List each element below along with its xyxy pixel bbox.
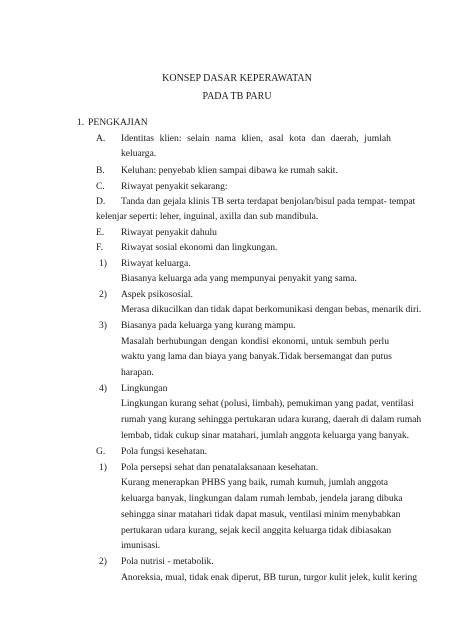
item-a-line-2: keluarga. (121, 148, 157, 159)
item-a-word: klien, (241, 133, 264, 144)
item-c-marker: C. (96, 181, 105, 192)
g-sub-1-body-line: pertukaran udara kurang, sejak kecil anggita keluarga tidak dibiasakan (121, 525, 392, 536)
g-sub-1-heading: Pola persepsi sehat dan penatalaksanaan kesehatan. (121, 462, 319, 473)
f-sub-3-body-line: waktu yang lama dan biaya yang banyak.Tidak bersemangat dan putus (121, 351, 392, 362)
item-a-marker: A. (96, 133, 106, 144)
item-a-word: Identitas (121, 133, 155, 144)
section-number: 1. (77, 117, 85, 128)
f-sub-3-number: 3) (99, 320, 107, 331)
section-heading: PENGKAJIAN (88, 117, 148, 128)
item-a-line-1 (121, 133, 391, 145)
doc-title-line-2: PADA TB PARU (202, 91, 272, 102)
doc-title-line-1: KONSEP DASAR KEPERAWATAN (162, 73, 312, 84)
item-f-text: Riwayat sosial ekonomi dan lingkungan. (121, 242, 278, 253)
f-sub-4-body-line: lembab, tidak cukup sinar matahari, jumlah anggota keluarga yang banyak. (121, 430, 410, 441)
item-b-marker: B. (96, 165, 105, 176)
item-b-text: Keluhan: penyebab klien sampai dibawa ke rumah sakit. (121, 165, 338, 176)
item-d-line-2: kelenjar seperti: leher, inguinal, axilla dan sub mandibula. (96, 211, 319, 222)
f-sub-2-body-line: Merasa dikucilkan dan tidak dapat berkomunikasi dengan bebas, menarik diri. (121, 304, 422, 315)
f-sub-4-number: 4) (99, 383, 107, 394)
f-sub-3-heading: Biasanya pada keluarga yang kurang mampu. (121, 320, 296, 331)
f-sub-1-body-line: Biasanya keluarga ada yang mempunyai penyakit yang sama. (121, 273, 357, 284)
item-a-word: nama (215, 133, 236, 144)
item-a-word: klien: (159, 133, 182, 144)
f-sub-1-number: 1) (99, 258, 107, 269)
item-a-word: daerah, (330, 133, 359, 144)
f-sub-4-body-line: Lingkungan kurang sehat (polusi, limbah), pemukiman yang padat, ventilasi (121, 398, 414, 409)
item-e-marker: E. (96, 227, 105, 238)
item-g-text: Pola fungsi kesehatan. (121, 446, 208, 457)
item-f-marker: F. (96, 242, 103, 253)
g-sub-1-body-line: keluarga banyak, lingkungan dalam rumah lembab, jendela jarang dibuka (121, 493, 403, 504)
item-a-word: kota (289, 133, 306, 144)
item-d-marker: D. (96, 196, 106, 207)
item-a-word: jumlah (364, 133, 391, 144)
f-sub-2-heading: Aspek psikososial. (121, 289, 193, 300)
f-sub-2-number: 2) (99, 289, 107, 300)
item-a-word: selain (187, 133, 210, 144)
item-c-text: Riwayat penyakit sekarang: (121, 181, 228, 192)
item-e-text: Riwayat penyakit dahulu (121, 227, 217, 238)
g-sub-1-body-line: Kurang menerapkan PHBS yang baik, rumah kumuh, jumlah anggota (121, 477, 388, 488)
g-sub-2-number: 2) (99, 556, 107, 567)
f-sub-4-body-line: rumah yang kurang sehingga pertukaran udara kurang, daerah di dalam rumah (121, 414, 422, 425)
f-sub-3-body-line: Masalah berhubungan dengan kondisi ekonomi, untuk sembuh perlu (121, 336, 389, 347)
item-d-line-1: Tanda dan gejala klinis TB serta terdapat benjolan/bisul pada tempat- tempat (121, 196, 416, 207)
item-a-word: asal (268, 133, 284, 144)
f-sub-3-body-line: harapan. (121, 367, 154, 378)
f-sub-1-heading: Riwayat keluarga. (121, 258, 191, 269)
f-sub-4-heading: Lingkungan (121, 383, 168, 394)
g-sub-1-body-line: sehingga sinar matahari tidak dapat masuk, ventilasi minim menybabkan (121, 509, 401, 520)
g-sub-2-heading: Pola nutrisi - metabolik. (121, 556, 214, 567)
g-sub-1-number: 1) (99, 462, 107, 473)
g-sub-1-body-line: imunisasi. (121, 540, 161, 551)
item-a-word: dan (311, 133, 326, 144)
item-g-marker: G. (96, 446, 106, 457)
g-sub-2-body-line: Anoreksia, mual, tidak enak diperut, BB turun, turgor kulit jelek, kulit kering (121, 572, 418, 583)
